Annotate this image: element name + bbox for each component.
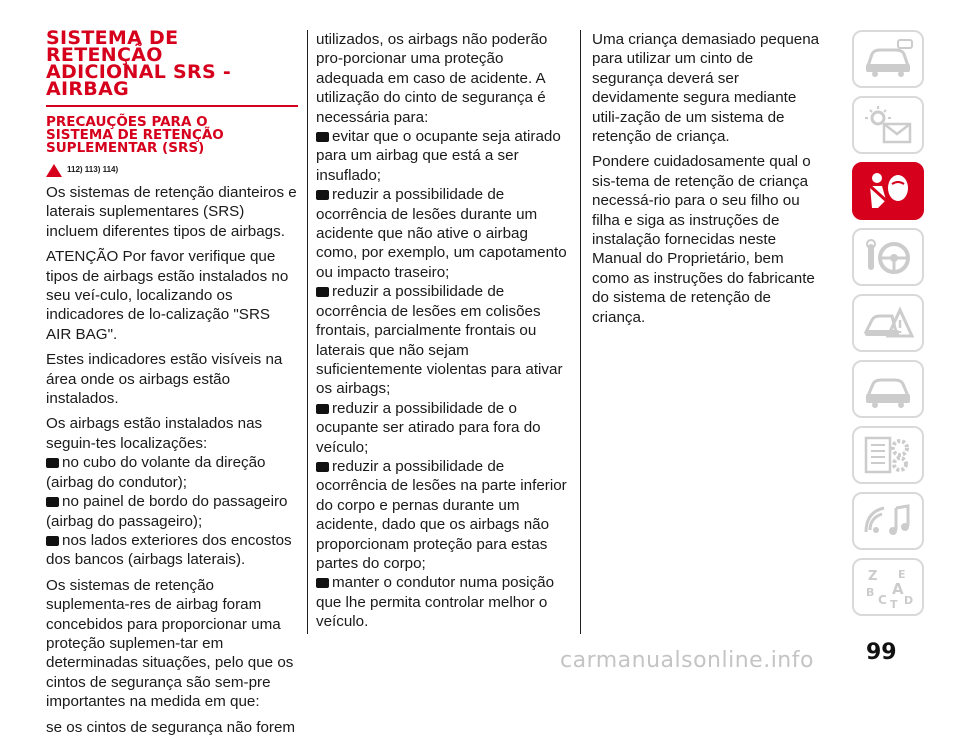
warning-ref-numbers: 112) 113) 114) [67,165,119,175]
list-item: reduzir a possibilidade de ocorrência de lesões em colisões frontais, parcialmente frontais ou laterais que não sejam suficientemente violentas para ativar os airbags; [316,283,563,398]
paragraph: Os airbags estão instalados nas seguin-tes localizações: [46,415,263,452]
bullet-icon [316,462,329,472]
warning-triangle-icon [46,164,62,177]
svg-text:B: B [866,586,875,599]
list-item: manter o condutor numa posição que lhe permita controlar melhor o veículo. [316,574,555,631]
svg-text:Z: Z [868,569,878,584]
title-divider [46,105,298,107]
tab-warning-lights[interactable] [852,96,924,154]
bullet-icon [316,404,329,414]
list-item: reduzir a possibilidade de ocorrência de lesões durante um acidente que não ative o airbag como, por exemplo, um capotamento ou impacto traseiro; [316,186,567,281]
section-title: SISTEMA DE RETENÇÃO ADICIONAL SRS - AIRBAG [46,27,232,100]
tab-technical-data[interactable] [852,426,924,484]
column-3 [592,30,822,333]
car-dashboard-icon [862,38,914,80]
bullet-icon [316,132,329,142]
svg-text:E: E [898,568,906,581]
emergency-icon [862,302,914,344]
list-item: no cubo do volante da direção (airbag do condutor); [46,454,266,491]
car-maintenance-icon [862,368,914,410]
bullet-icon [46,497,59,507]
index-icon [862,566,914,608]
paragraph: utilizados, os airbags não poderão pro-porcionar uma proteção adequada em caso de acidente. A utilização do cinto de segurança é necessária para: [316,31,548,126]
svg-text:D: D [904,594,914,607]
bullet-icon [46,458,59,468]
paragraph: se os cintos de segurança não forem [46,718,296,736]
bullet-icon [316,190,329,200]
column-2 [316,30,568,632]
paragraph: Pondere cuidadosamente qual o sis-tema de retenção de criança necessá-rio para o seu filho ou filha e siga as instruções de instalação fornecidas neste Manual do Proprietário, bem como as instruções do fabricante do sistema de retenção de criança. [592,153,815,326]
bullet-icon [46,536,59,546]
attention-paragraph: ATENÇÃO Por favor verifique que tipos de airbags estão instalados no seu veí-culo, localizando os indicadores de lo-calização "SRS AIR BAG". [46,248,289,343]
tab-maintenance[interactable] [852,360,924,418]
tab-multimedia[interactable] [852,492,924,550]
chapter-tabs [852,30,924,624]
list-item: reduzir a possibilidade de o ocupante ser atirado para fora do veículo; [316,399,541,456]
list-item: reduzir a possibilidade de ocorrência de lesões na parte inferior do corpo e pernas durante um acidente, dado que os airbags não proporcionam proteção para estas partes do corpo; [316,457,567,572]
paragraph: Estes indicadores estão visíveis na área onde os airbags estão instalados. [46,351,283,408]
technical-data-icon [862,434,914,476]
steering-key-icon [862,236,914,278]
list-item: no painel de bordo do passageiro (airbag do passageiro); [46,493,288,530]
column-divider [307,30,308,634]
list-item: nos lados exteriores dos encostos dos bancos (airbags laterais). [46,531,292,569]
bullet-icon [316,578,329,588]
multimedia-icon [862,500,914,542]
warning-lights-icon [862,104,914,146]
tab-emergency[interactable] [852,294,924,352]
column-1 [46,27,298,743]
column-divider [580,30,581,634]
svg-text:A: A [892,580,904,598]
watermark-text: carmanualsonline.info [560,648,814,673]
paragraph: Os sistemas de retenção suplementa-res de airbag foram concebidos para proporcionar uma proteção suplemen-tar em determinadas situações, pelo que os cintos de segurança são sem-pre importantes na medida em que: [46,576,294,711]
tab-index[interactable] [852,558,924,616]
paragraph: Os sistemas de retenção dianteiros e laterais suplementares (SRS) incluem diferentes tipos de airbags. [46,184,297,240]
list-item: evitar que o ocupante seja atirado para um airbag que está a ser insuflado; [316,128,561,184]
tab-safety[interactable] [852,162,924,220]
tab-starting-driving[interactable] [852,228,924,286]
page-number: 99 [866,640,897,665]
svg-text:T: T [890,598,898,608]
section-subtitle: PRECAUÇÕES PARA O SISTEMA DE RETENÇÃO SUPLEMENTAR (SRS) [46,114,224,156]
airbag-seatbelt-icon [862,170,914,212]
warning-references [46,163,298,177]
paragraph: Uma criança demasiado pequena para utilizar um cinto de segurança deverá ser devidamente segura mediante utili-zação de um sistema de retenção de criança. [592,31,820,146]
tab-dashboard[interactable] [852,30,924,88]
bullet-icon [316,287,329,297]
svg-text:C: C [878,593,887,607]
